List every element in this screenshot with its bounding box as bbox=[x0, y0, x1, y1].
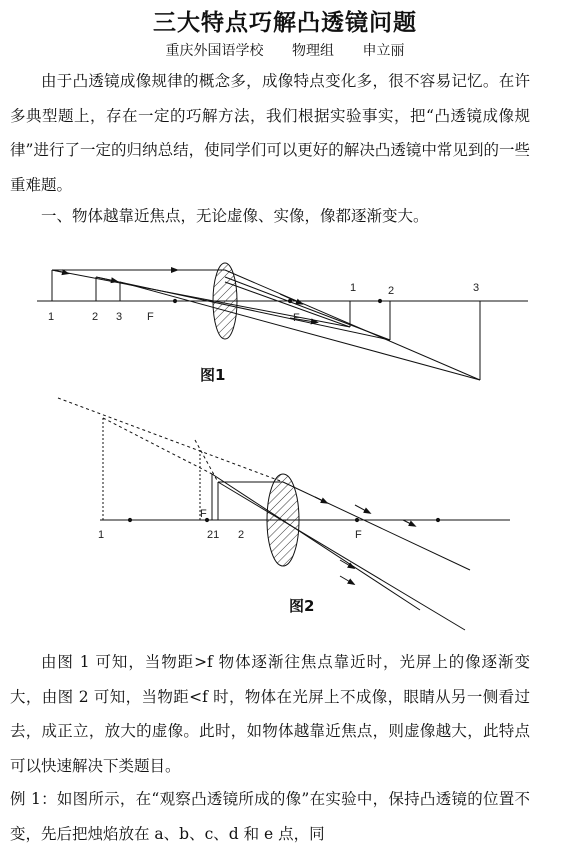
fig2-label-obj2: 2 bbox=[238, 529, 245, 541]
document-title: 三大特点巧解凸透镜问题 bbox=[153, 9, 417, 36]
figure2-labels bbox=[98, 508, 362, 541]
figure1-caption: 图1 bbox=[200, 366, 226, 384]
author-name: 申立丽 bbox=[362, 43, 405, 59]
fig1-label-img1: 1 bbox=[350, 282, 357, 294]
fig2-label-img1: 1 bbox=[98, 529, 105, 541]
author-school: 重庆外国语学校 bbox=[165, 43, 264, 59]
fig1-label-obj2: 2 bbox=[92, 311, 99, 323]
fig1-label-obj3: 3 bbox=[116, 311, 123, 323]
fig1-label-img3: 3 bbox=[473, 282, 480, 294]
figure1-labels bbox=[48, 282, 479, 324]
fig1-label-focus-right: F bbox=[293, 312, 300, 324]
fig2-label-obj21: 21 bbox=[207, 529, 220, 541]
figure2-diagram bbox=[58, 398, 510, 630]
fig2-label-focus-right: F bbox=[355, 529, 362, 541]
fig1-label-focus: F bbox=[147, 311, 154, 323]
fig1-label-img2: 2 bbox=[388, 285, 395, 297]
example-paragraph: 例 1：如图所示，在“观察凸透镜所成的像”在实验中，保持凸透镜的位置不变，先后把烛焰放在 a、b、c、d 和 e 点，同 bbox=[10, 790, 530, 843]
figure2-caption: 图2 bbox=[289, 597, 315, 615]
fig2-label-focus-left: F bbox=[200, 508, 207, 520]
intro-paragraph: 由于凸透镜成像规律的概念多，成像特点变化多，很不容易记忆。在许多典型题上，存在一定的巧解方法，我们根据实验事实，把“凸透镜成像规律”进行了一定的归纳总结，使同学们可以更好的解决凸透镜中常见到的一些重难题。 bbox=[10, 72, 530, 194]
explanation-paragraph: 由图 1 可知，当物距>f 物体逐渐往焦点靠近时，光屏上的像逐渐变大，由图 2 可知，当物距<f 时，物体在光屏上不成像，眼睛从另一侧看过去，成正立，放大的虚像。此时，如物体越靠近焦点，则虚像越大，此特点可以快速解决下类题目。 bbox=[10, 653, 530, 775]
fig1-label-obj1: 1 bbox=[48, 311, 55, 323]
figure1-diagram bbox=[37, 263, 528, 380]
author-group: 物理组 bbox=[292, 43, 334, 59]
point1-heading: 一、物体越靠近焦点，无论虚像、实像，像都逐渐变大。 bbox=[41, 207, 429, 225]
